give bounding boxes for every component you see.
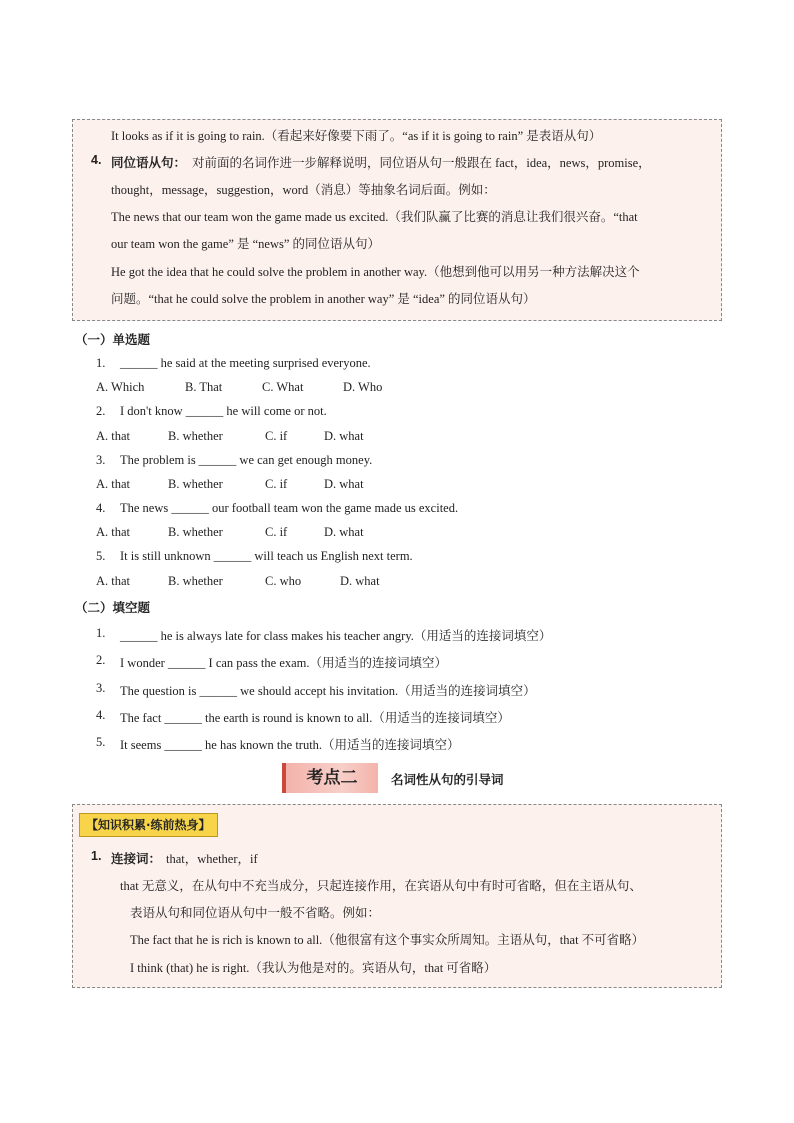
item-1-number: 1. (91, 849, 102, 863)
connective-explanation-line1: that 无意义，在从句中不充当成分，只起连接作用，在宾语从句中有时可省略，但在主语从句、 (120, 879, 642, 893)
question-number: 1. (96, 356, 106, 370)
question-number: 2. (96, 404, 106, 418)
question-number: 3. (96, 681, 106, 695)
example-subject-clause: The fact that he is rich is known to all.（他很富有这个事实众所周知。主语从句，that 不可省略） (130, 933, 645, 947)
question-number: 2. (96, 653, 106, 667)
question-text: It is still unknown ______ will teach us English next term. (120, 549, 413, 563)
example-object-clause: I think (that) he is right.（我认为他是对的。宾语从句，that 可省略） (130, 961, 497, 975)
option-a[interactable]: A. that (96, 429, 131, 443)
option-c[interactable]: C. if (265, 525, 288, 539)
question-text: ______ he said at the meeting surprised everyone. (120, 356, 371, 370)
example-appositive-2-line2: 问题。“that he could solve the problem in another way” 是 “idea” 的同位语从句） (111, 292, 536, 306)
question-number: 4. (96, 501, 106, 515)
question-number: 4. (96, 708, 106, 722)
question-text: I don't know ______ he will come or not. (120, 404, 327, 418)
question-text: I wonder ______ I can pass the exam.（用适当的连接词填空） (120, 656, 448, 670)
question-text: The question is ______ we should accept his invitation.（用适当的连接词填空） (120, 684, 536, 698)
question-text: ______ he is always late for class makes his teacher angry.（用适当的连接词填空） (120, 629, 552, 643)
item-4-heading: 同位语从句： (111, 155, 187, 170)
question-text: The news ______ our football team won the game made us excited. (120, 501, 459, 515)
example-appositive-2-line1: He got the idea that he could solve the problem in another way.（他想到他可以用另一种方法解决这个 (111, 265, 640, 279)
option-b[interactable]: B. whether (168, 429, 223, 443)
kaodian-subtitle: 名词性从句的引导词 (391, 772, 504, 787)
item-4-number: 4. (91, 153, 102, 167)
question-text: The fact ______ the earth is round is known to all.（用适当的连接词填空） (120, 711, 510, 725)
item-1-words: that，whether，if (166, 852, 258, 866)
option-c[interactable]: C. What (262, 380, 304, 394)
option-c[interactable]: C. if (265, 429, 288, 443)
option-b[interactable]: B. That (185, 380, 223, 394)
connective-explanation-line2: 表语从句和同位语从句中一般不省略。例如： (130, 906, 381, 920)
example-appositive-1-line2: our team won the game” 是 “news” 的同位语从句） (111, 237, 381, 251)
option-b[interactable]: B. whether (168, 574, 223, 588)
item-4-text-line2: thought，message，suggestion，word（消息）等抽象名词后面。例如： (111, 183, 496, 197)
option-c[interactable]: C. who (265, 574, 302, 588)
option-a[interactable]: A. Which (96, 380, 145, 394)
question-number: 3. (96, 453, 106, 467)
option-c[interactable]: C. if (265, 477, 288, 491)
question-number: 1. (96, 626, 106, 640)
option-b[interactable]: B. whether (168, 525, 223, 539)
section-single-choice-title: （一）单选题 (75, 332, 151, 347)
example-appositive-1-line1: The news that our team won the game made us excited.（我们队赢了比赛的消息让我们很兴奋。“that (111, 210, 638, 224)
option-d[interactable]: D. what (324, 525, 364, 539)
kaodian-banner: 考点二 (282, 763, 378, 793)
knowledge-tag: 【知识积累·练前热身】 (79, 813, 218, 837)
item-4-text-line1: 对前面的名词作进一步解释说明，同位语从句一般跟在 fact，idea，news，promise， (192, 156, 651, 170)
question-text: It seems ______ he has known the truth.（用适当的连接词填空） (120, 738, 460, 752)
question-text: The problem is ______ we can get enough money. (120, 453, 373, 467)
question-number: 5. (96, 549, 106, 563)
item-1-heading: 连接词： (111, 851, 162, 866)
option-a[interactable]: A. that (96, 525, 131, 539)
option-d[interactable]: D. what (340, 574, 380, 588)
option-d[interactable]: D. Who (343, 380, 383, 394)
option-d[interactable]: D. what (324, 477, 364, 491)
example-predicative-clause: It looks as if it is going to rain.（看起来好像要下雨了。“as if it is going to rain” 是表语从句） (111, 129, 602, 143)
option-d[interactable]: D. what (324, 429, 364, 443)
option-b[interactable]: B. whether (168, 477, 223, 491)
option-a[interactable]: A. that (96, 477, 131, 491)
question-number: 5. (96, 735, 106, 749)
option-a[interactable]: A. that (96, 574, 131, 588)
section-fill-blank-title: （二）填空题 (75, 600, 151, 615)
